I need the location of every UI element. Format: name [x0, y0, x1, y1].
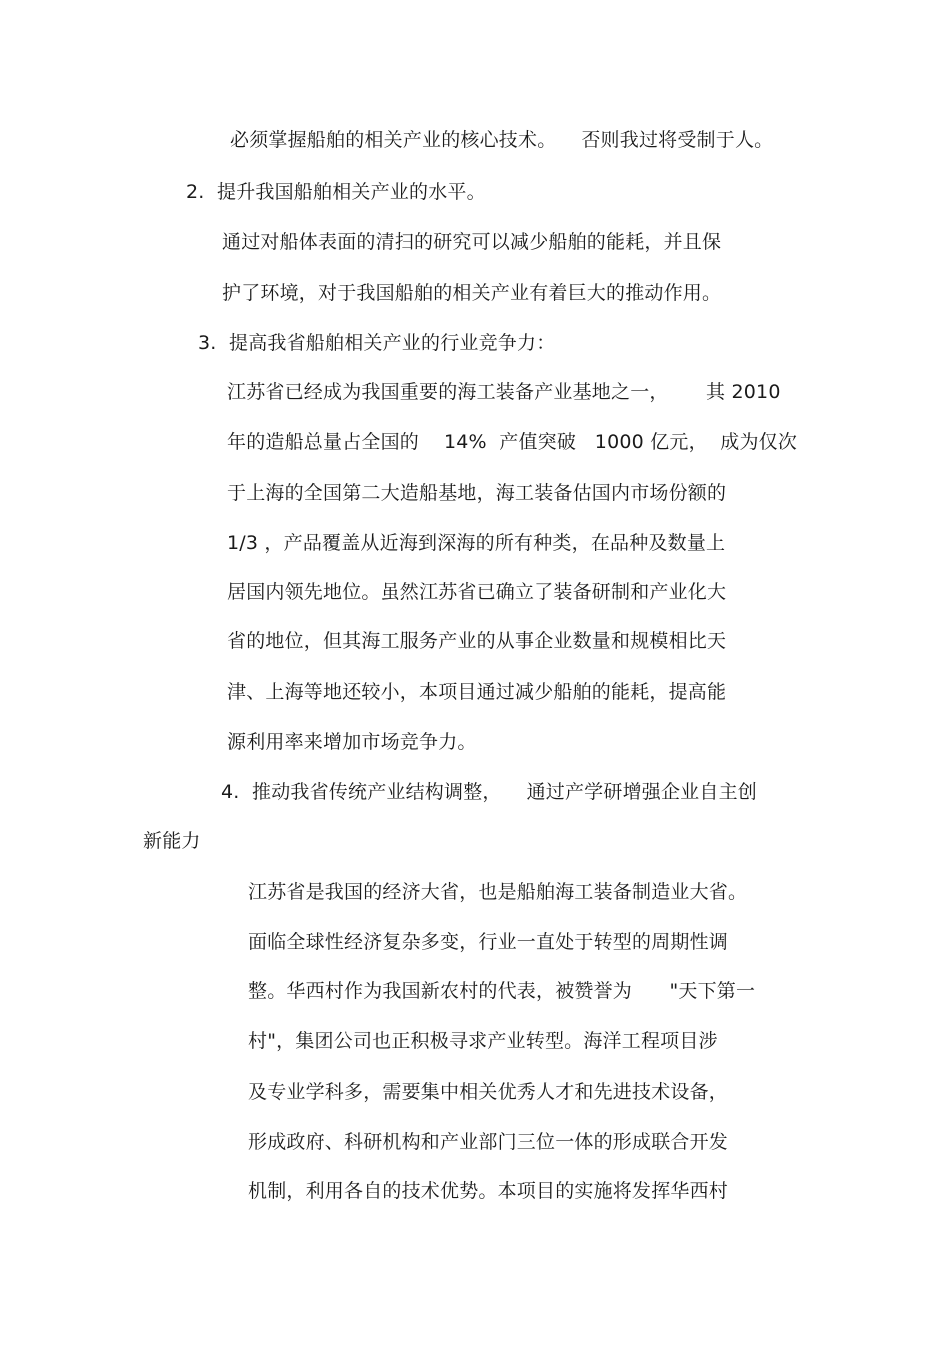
- list-item-heading: 3. 提高我省船舶相关产业的行业竞争力：: [198, 332, 556, 354]
- text-line: 源利用率来增加市场竞争力。: [227, 731, 477, 753]
- text-line: 居国内领先地位。虽然江苏省已确立了装备研制和产业化大: [227, 581, 727, 603]
- text-line: 于上海的全国第二大造船基地，海工装备估国内市场份额的: [227, 482, 727, 504]
- text-line: 机制，利用各自的技术优势。本项目的实施将发挥华西村: [248, 1180, 729, 1202]
- text-line: 年的造船总量占全国的 14% 产值突破 1000 亿元， 成为仅次: [227, 431, 798, 453]
- text-line: 新能力: [143, 830, 201, 852]
- text-line: 及专业学科多，需要集中相关优秀人才和先进技术设备，: [248, 1081, 729, 1103]
- text-line: 江苏省已经成为我国重要的海工装备产业基地之一， 其 2010: [227, 381, 781, 403]
- text-line: 整。华西村作为我国新农村的代表，被赞誉为 "天下第一: [248, 980, 756, 1002]
- text-line: 必须掌握船舶的相关产业的核心技术。 否则我过将受制于人。: [230, 129, 774, 151]
- text-line: 江苏省是我国的经济大省，也是船舶海工装备制造业大省。: [248, 881, 748, 903]
- text-line: 村"，集团公司也正积极寻求产业转型。海洋工程项目涉: [248, 1030, 718, 1052]
- text-line: 通过对船体表面的清扫的研究可以减少船舶的能耗，并且保: [222, 231, 722, 253]
- text-line: 津、上海等地还较小，本项目通过减少船舶的能耗，提高能: [227, 681, 727, 703]
- text-line: 护了环境，对于我国船舶的相关产业有着巨大的推动作用。: [222, 282, 722, 304]
- text-line: 面临全球性经济复杂多变，行业一直处于转型的周期性调: [248, 931, 729, 953]
- text-line: 1/3 ，产品覆盖从近海到深海的所有种类，在品种及数量上: [227, 532, 726, 554]
- list-item-heading: 2. 提升我国船舶相关产业的水平。: [186, 181, 486, 203]
- list-item-heading: 4. 推动我省传统产业结构调整， 通过产学研增强企业自主创: [221, 781, 757, 803]
- text-line: 省的地位，但其海工服务产业的从事企业数量和规模相比天: [227, 630, 727, 652]
- text-line: 形成政府、科研机构和产业部门三位一体的形成联合开发: [248, 1131, 729, 1153]
